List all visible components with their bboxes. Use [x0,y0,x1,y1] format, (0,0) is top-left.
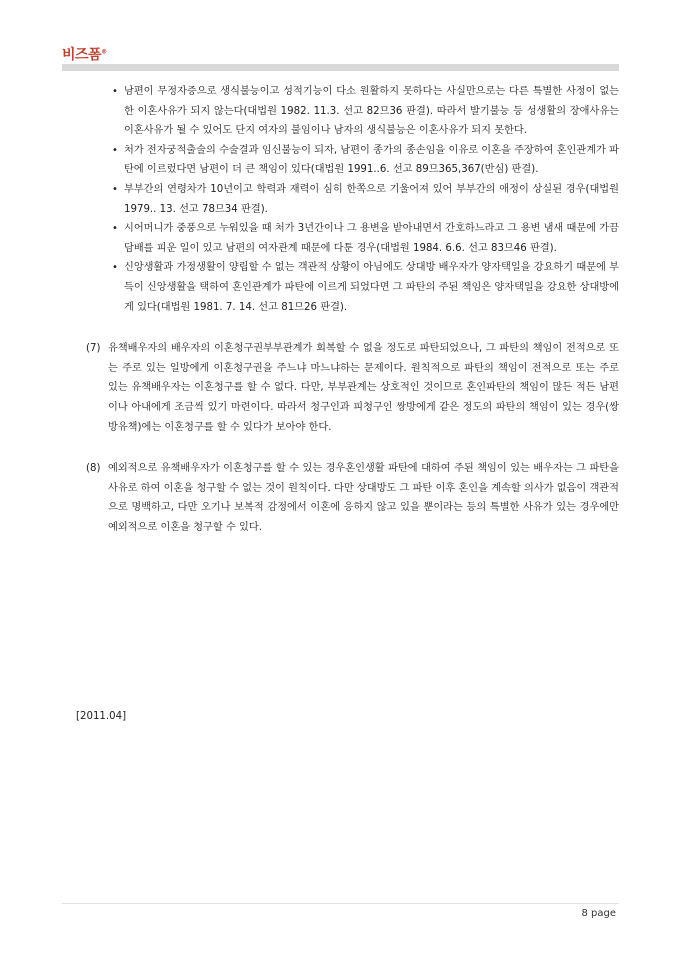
footer-divider [62,903,619,904]
bullet-icon: • [112,144,118,156]
list-item [108,141,619,180]
bullet-icon: • [112,183,118,195]
paragraph-number: (7) [86,343,101,355]
bullet-icon: • [112,262,118,274]
list-item-text: 남편이 무정자증으로 생식불능이고 성적기능이 다소 원활하지 못하다는 사실만으로는 다른 특별한 사정이 없는 한 이혼사유가 되지 않는다(대법원 1982. 11.3. 선고 82므36 판결). 따라서 발기불능 등 성생활의 장애사유는 이혼사유가 될 수 있어도 단지 여자의 불임이나 남자의 생식불능은 이혼사유가 되지 못한다. [124,86,619,137]
bizform-logo[interactable] [62,44,107,64]
bullet-icon: • [112,86,118,97]
list-item [108,82,619,141]
list-item [108,180,619,219]
list-item-text: 부부간의 연령차가 10년이고 학력과 재력이 심히 한쪽으로 기울어져 있어 부부간의 애정이 상실된 경우(대법원 1979.. 13. 선고 78므34 판결). [124,183,619,215]
header-divider-bar [62,64,619,71]
document-body [62,82,619,537]
logo-text: 비즈폼 [62,47,102,63]
bullet-icon: • [112,223,118,235]
paragraph-text: 예외적으로 유책배우자가 이혼청구를 할 수 있는 경우혼인생활 파탄에 대하여 주된 책임이 있는 배우자는 그 파탄을 사유로 하여 이혼을 청구할 수 없는 것이 원칙이다. 다만 상대방도 그 파탄 이후 혼인을 계속할 의사가 없음이 객관적으로 명백하고, 다만 오기나 보복적 감정에서 이혼에 응하지 않고 있을 뿐이라는 등의 특별한 사유가 있는 경우에만 예외적으로 이혼을 청구할 수 있다. [108,463,619,533]
paragraph-number: (8) [86,463,101,475]
list-item-text: 처가 전자궁적출술의 수술결과 임신불능이 되자, 남편이 종가의 종손임을 이유로 이혼을 주장하여 혼인관계가 파탄에 이르렀다면 남편이 더 큰 책임이 있다(대법원 1991..6. 선고 89므365,367(반심) 판결). [124,144,619,176]
paragraph-8 [62,459,619,537]
bullet-list [62,82,619,317]
page-header [0,0,680,72]
document-date: [2011.04] [76,711,127,722]
list-item [108,258,619,317]
list-item-text: 시어머니가 중풍으로 누워있을 때 처가 3년간이나 그 용변을 받아내면서 간호하느라고 그 용변 냄새 때문에 가끔 담배를 피운 일이 있고 남편의 여자관계 때문에 다툰 경우(대법원 1984. 6.6. 선고 83므46 판결). [124,223,619,254]
page-number: 8 page [581,908,616,919]
list-item [108,219,619,258]
registered-mark: ® [101,48,107,56]
paragraph-text: 유책배우자의 배우자의 이혼청구권부부관계가 회복할 수 없을 정도로 파탄되었으나, 그 파탄의 책임이 전적으로 또는 주로 있는 일방에게 이혼청구권을 주느냐 마느냐하는 문제이다. 원칙적으로 파탄의 책임이 전적으로 또는 주로 있는 유책배우자는 이혼청구를 할 수 없다. 다만, 부부관계는 상호적인 것이므로 혼인파탄의 책임이 많든 적든 남편이나 아내에게 조금씩 있기 마련이다. 따라서 청구인과 피청구인 쌍방에게 같은 정도의 파탄의 책임이 있는 경우(쌍방유책)에는 이혼청구를 할 수 있다가 보아야 한다. [108,343,619,433]
list-item-text: 신앙생활과 가정생활이 양립할 수 없는 객관적 상황이 아님에도 상대방 배우자가 양자택일을 강요하기 때문에 부득이 신앙생활을 택하여 혼인관계가 파탄에 이르게 되었다면 그 파탄의 주된 책임은 양자택일을 강요한 상대방에게 있다(대법원 1981. 7. 14. 선고 81므26 판결). [124,262,619,313]
paragraph-7 [62,339,619,437]
